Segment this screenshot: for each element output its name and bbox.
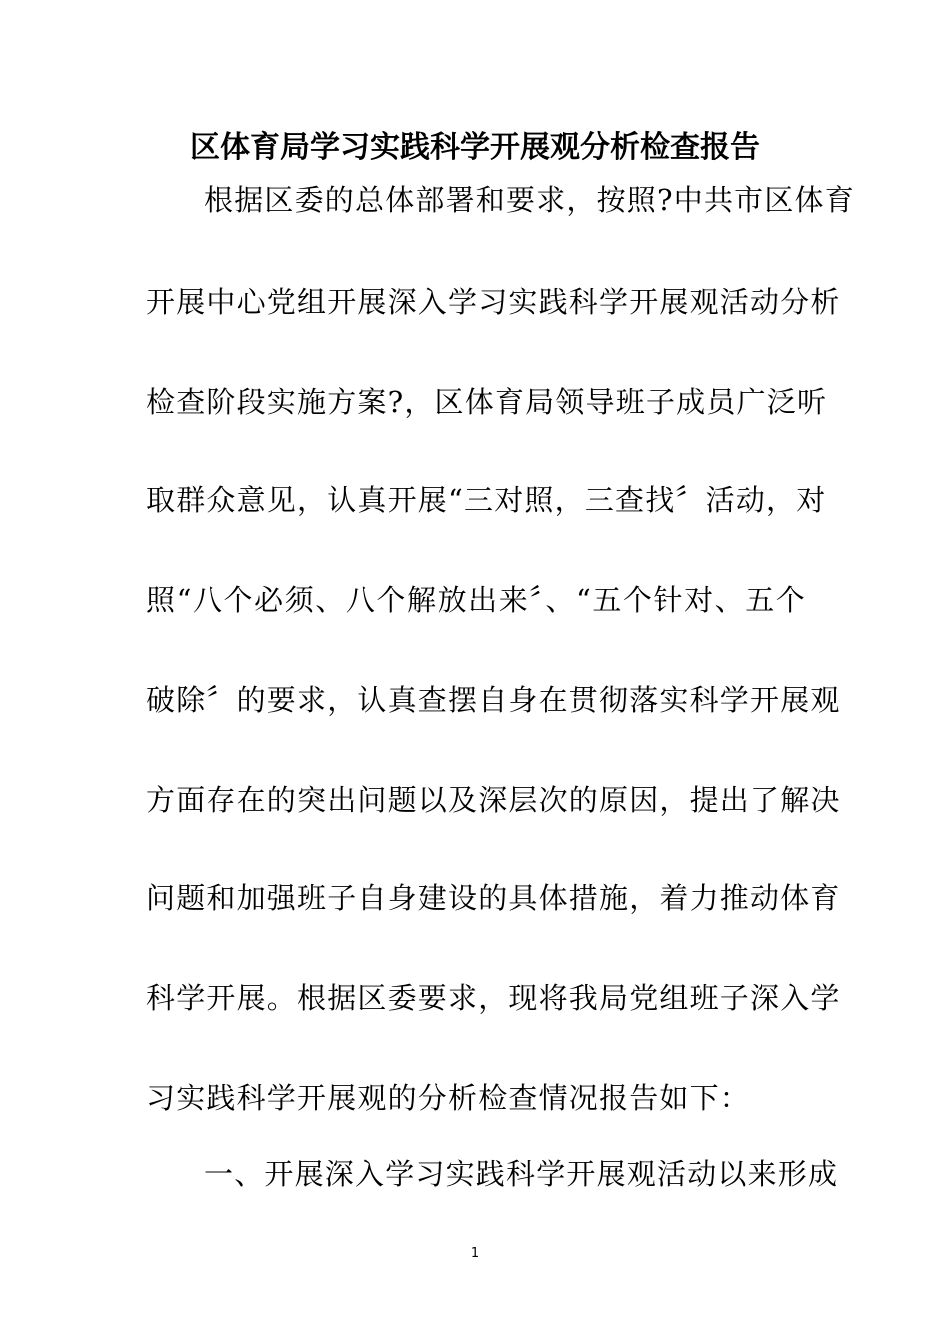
paragraph-line: 检查阶段实施方案?，区体育局领导班子成员广泛听 — [146, 385, 828, 419]
paragraph-line: 问题和加强班子自身建设的具体措施，着力推动体育 — [146, 881, 841, 915]
paragraph-line: 根据区委的总体部署和要求，按照?中共市区体育 — [204, 183, 855, 217]
section-heading: 一、开展深入学习实践科学开展观活动以来形成 — [204, 1157, 839, 1191]
paragraph-line: 习实践科学开展观的分析检查情况报告如下： — [146, 1081, 751, 1115]
paragraph-line: 开展中心党组开展深入学习实践科学开展观活动分析 — [146, 285, 841, 319]
page-number: 1 — [470, 1246, 480, 1261]
document-title: 区体育局学习实践科学开展观分析检查报告 — [190, 130, 760, 165]
paragraph-line: 方面存在的突出问题以及深层次的原因，提出了解决 — [146, 783, 841, 817]
paragraph-line: 照“八个必须、八个解放出来〞、“五个针对、五个 — [146, 583, 806, 617]
paragraph-line: 取群众意见，认真开展“三对照，三查找〞活动，对 — [146, 483, 827, 517]
paragraph-line: 破除〞的要求，认真查摆自身在贯彻落实科学开展观 — [146, 683, 841, 717]
paragraph-line: 科学开展。根据区委要求，现将我局党组班子深入学 — [146, 981, 841, 1015]
